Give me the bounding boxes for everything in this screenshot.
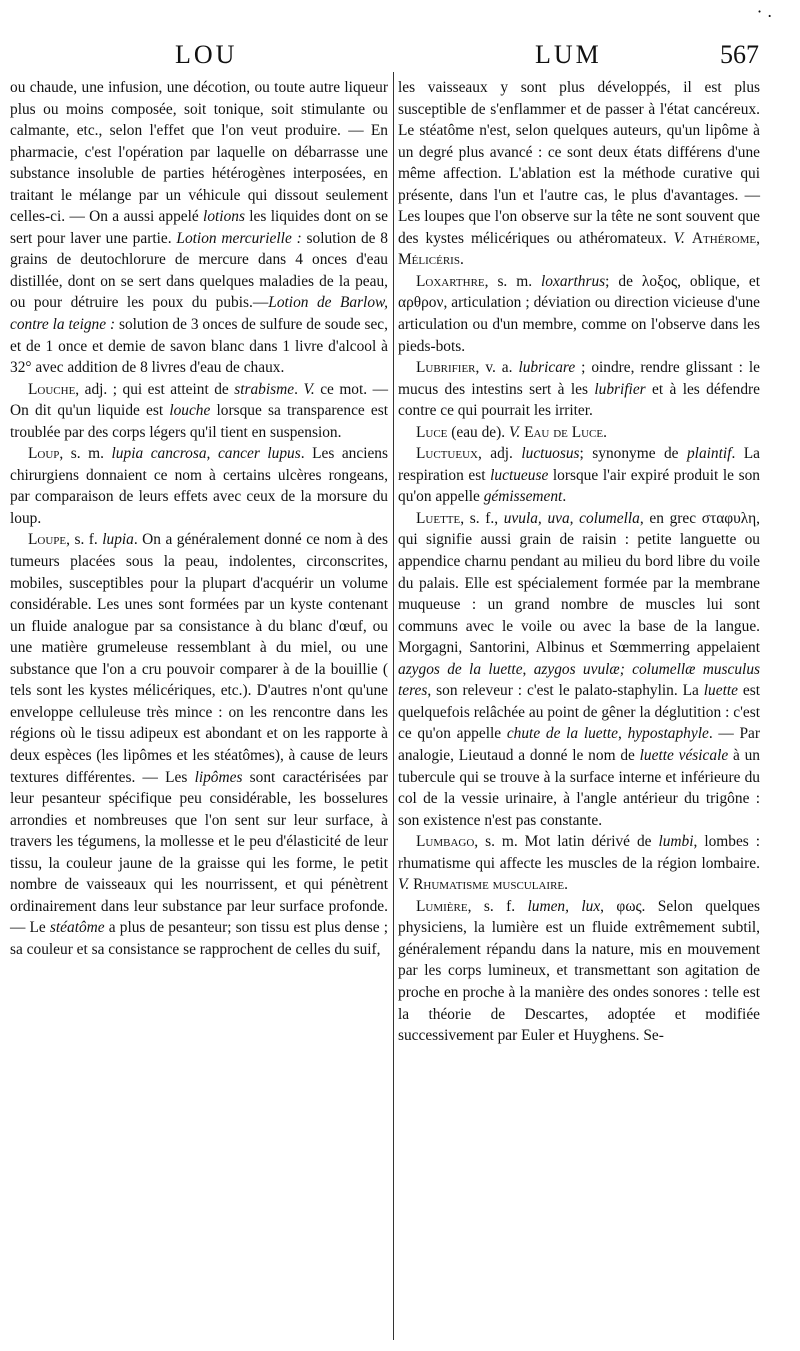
entry-paragraph [398, 357, 760, 422]
entry-text: . [564, 876, 568, 894]
entry-text: , s. f., [460, 509, 504, 527]
italic-term: strabisme [234, 380, 295, 398]
entry-text: les vaisseaux y sont plus développés, il est plus susceptible de s'enflammer et de passer à l'état cancéreux. Le stéatôme n'est, selon quelques auteurs, qu'un lipôme à un degré plus avancé : ce sont deux états différens d'une même affection. L'ablation est la méthode curative qui présente, dans l'un et l'autre cas, le plus d'avantages. — Les loupes que l'on observe sur la tête ne sont souvent que des kystes mélicériques ou athéromateux. [398, 79, 760, 247]
italic-term: lubricare [518, 359, 576, 377]
italic-term: chute de la luette [506, 725, 619, 743]
entry-paragraph [10, 77, 388, 379]
entry-text: et à les défendre contre ce qui pourrait les irriter. [398, 380, 760, 420]
italic-term: lumen, lux [527, 897, 601, 915]
headword: Loup [28, 445, 60, 463]
entry-text: , adj. ; qui est atteint de [75, 380, 235, 398]
entry-text: , s. f. [467, 897, 528, 915]
entry-text: , lombes : rhumatisme qui affecte les muscles de la région lombaire. [398, 833, 760, 872]
italic-term: V. [398, 876, 410, 894]
header-left-word: LOU [175, 40, 238, 69]
italic-term: hypostaphyle [627, 725, 709, 743]
entry-text: , s. m. Mot latin dérivé de [474, 833, 659, 851]
entry-text: (eau de). [447, 423, 509, 441]
entry-text: lorsque sa transparence est troublée par des corps légers qu'il tient en suspension. [10, 402, 389, 441]
italic-term: uvula, uva, columella [503, 509, 640, 527]
entry-text: à un tubercule qui se trouve à la surface interne et inférieure du col de la vessie urinaire, à l'angle antérieur du trigône : son existence n'est pas constante. [398, 746, 760, 829]
italic-term: lupia cancrosa, cancer lupus [111, 445, 301, 463]
entry-text: . — Par analogie, Lieutaud a donné le nom de [398, 725, 761, 764]
entry-text: solution de 3 onces de sulfure de soude sec, et de 1 once et demie de savon blanc dans 1 livre d'alcool à 32° avec addition de 8 livres d'eau de chaux. [10, 316, 388, 377]
italic-term: luette [703, 682, 738, 700]
italic-term: V. [303, 380, 315, 398]
entry-text: , s. f. [66, 531, 103, 549]
entry-text: , s. m. [59, 445, 112, 463]
entry-text: a plus de pesanteur; son tissu est plus dense ; sa couleur et sa consistance se rapprochent de celles du suif, [10, 919, 388, 958]
entry-text: . [603, 423, 607, 441]
entry-text: . Les anciens chirurgiens donnaient ce nom à certains ulcères rongeans, par comparaison de leurs effets avec ceux de la morsure du loup. [10, 445, 388, 527]
italic-term: lumbi [658, 833, 694, 851]
entry-text: , [522, 660, 534, 678]
headword: Louche [28, 380, 76, 398]
italic-term: luette vésicale [639, 746, 729, 764]
entry-text: . [562, 488, 567, 506]
entry-text: . On a généralement donné ce nom à des tumeurs placées sous la peau, indolentes, circonscrites, mobiles, susceptibles pour la plupart d'acquérir un volume considérable. Les unes sont formées par un kyste contenant un fluide analogue par sa consistance à du blanc d'œuf, ou une matière grumeleuse ressemblant à du miel, ou une substance que l'on a cru pouvoir comparer à de la bouillie ( tels sont les kystes mélicériques, etc.). D'autres n'ont qu'une enveloppe celluleuse très mince : on les rencontre dans les régions où le tissu adipeux est abondant et on les rapporte à deux espèces (les lipômes et les stéatômes), à cause de leurs textures différentes. — Les [10, 531, 388, 786]
entry-text: , s. m. [484, 272, 542, 290]
headword: Loxarthre [416, 272, 485, 290]
italic-term: azygos uvulæ; columellæ musculus teres [398, 660, 761, 700]
entry-text: , v. a. [475, 359, 519, 377]
entry-text: les liquides dont on se sert pour laver une partie. [10, 208, 388, 247]
entry-paragraph [10, 529, 388, 960]
italic-term: luctuosus [521, 445, 580, 463]
entry-text [685, 230, 692, 247]
headword: Rhumatisme musculaire [413, 876, 565, 894]
right-column [398, 77, 760, 1047]
entry-text: , adj. [477, 445, 522, 463]
headword: Luette [416, 509, 461, 527]
entry-text: ou chaude, une infusion, une décotion, ou toute autre liqueur plus ou moins composée, soit tonique, soit stimulante ou calmante, etc., selon l'effet que l'on veut produire. — En pharmacie, c'est l'opération par laquelle on débarrasse une substance insoluble de parties hétérogènes interposées, en traitant le mélange par un véhicule qui dissout seulement celles-ci. — On a aussi appelé [10, 79, 388, 226]
entry-text: ; oindre, rendre glissant : le mucus des intestins sert à les [398, 359, 760, 398]
entry-text: . [294, 380, 304, 398]
headword: Lumbago [416, 833, 475, 851]
italic-term: V. [508, 423, 521, 441]
entry-text: sont caractérisées par leur pesanteur spécifique peu considérable, les bosselures arrondies et nombreuses que l'on sent sur leur surface, à travers les tégumens, la mollesse et le peu d'élasticité de leur tissu, la couleur jaune de la graisse qui les forme, le petit nombre de vaisseaux qui les nourrissent, et qui pénètrent ordinairement dans leur substance par leur surface profonde. — Le [10, 768, 389, 937]
entry-text: , φως. Selon quelques physiciens, la lumière est un fluide extrêmement subtil, généralement répandu dans la nature, mis en mouvement par les corps lumineux, et transmettant son agitation de proche en proche à la manière des ondes sonores : telle est la théorie de Descartes, adoptée et modifiée successivement par Euler et Huyghens. Se- [398, 897, 760, 1045]
headword: Lubrifier [416, 359, 476, 377]
entry-paragraph [398, 896, 760, 1047]
italic-term: lubrifier [594, 380, 646, 398]
entry-text: . [459, 251, 464, 269]
entry-paragraph [398, 422, 760, 444]
italic-term: louche [169, 402, 211, 420]
header-right-word: LUM [535, 40, 602, 69]
headword: Luctueux [416, 445, 478, 463]
headword: Luce [416, 423, 448, 441]
entry-paragraph [398, 443, 760, 508]
column-divider [393, 72, 394, 1340]
left-column [10, 77, 388, 960]
italic-term: lupia [102, 531, 134, 549]
italic-term: Lotion mercurielle : [176, 229, 302, 247]
italic-term: luctueuse [490, 466, 549, 484]
headword: Loupe [28, 531, 67, 549]
running-header [0, 40, 800, 70]
page-number: 567 [720, 40, 759, 69]
entry-text: lorsque l'air expiré produit le son qu'on appelle [398, 466, 760, 506]
italic-term: azygos de la luette [398, 660, 523, 678]
italic-term: V. [673, 229, 685, 247]
entry-paragraph [10, 379, 388, 444]
entry-paragraph [10, 443, 388, 529]
entry-text: . La respiration est [398, 445, 760, 484]
entry-paragraph [398, 77, 760, 271]
entry-paragraph [398, 271, 760, 357]
entry-text: ; synonyme de [579, 445, 687, 463]
entry-paragraph [398, 508, 760, 831]
headword: Lumière [416, 897, 468, 915]
corner-mark: · . [757, 2, 773, 21]
entry-text: est quelquefois relâchée au point de gêner la déglutition : c'est ce qu'on appelle [398, 682, 760, 743]
italic-term: stéatôme [49, 919, 105, 937]
entry-text: ; de λοξος, oblique, et αρθρον, articulation ; déviation ou direction vicieuse d'une articulation ou d'un membre, comme on l'observe dans les pieds-bots. [398, 272, 760, 355]
italic-term: lipômes [194, 768, 243, 786]
entry-text: solution de 8 grains de deutochlorure de mercure dans 4 onces d'eau distillée, dont on se sert dans quelques maladies de la peau, ou pour détruire les poux du pubis.— [10, 229, 388, 312]
entry-text: , [618, 725, 628, 743]
italic-term: gémissement [483, 488, 563, 506]
entry-paragraph [398, 831, 760, 896]
italic-term: lotions [203, 208, 245, 226]
entry-text: ce mot. — On dit qu'un liquide est [10, 380, 389, 420]
headword: Athérome, Mélicéris [398, 229, 760, 269]
italic-term: loxarthrus [541, 272, 606, 290]
italic-term: plaintif [686, 445, 732, 463]
italic-term: Lotion de Barlow, contre la teigne : [10, 294, 388, 334]
entry-text: , en grec σταφυλη, qui signifie aussi grain de raisin : petite languette ou appendice charnu pendant au milieu du bord libre du voile du palais. Elle est spécialement formée par la membrane muqueuse : un grand nombre de muscles lui sont communs avec le voile ou avec la base de la langue. Morgagni, Santorini, Albinus et Sœmmerring appelaient [398, 509, 760, 657]
headword: Eau de Luce [524, 423, 604, 441]
entry-text: , son releveur : c'est le palato-staphylin. La [427, 682, 704, 700]
